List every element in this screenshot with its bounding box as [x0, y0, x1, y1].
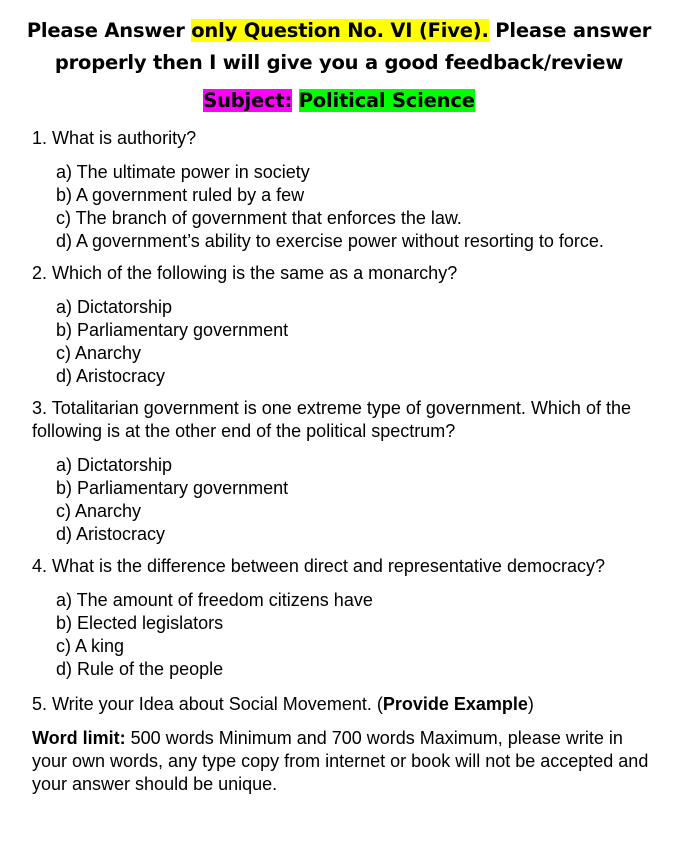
question-5-suffix: ) [527, 694, 534, 714]
question-text: 1. What is authority? [32, 128, 197, 148]
question-text: 2. Which of the following is the same as a monarchy? [32, 263, 458, 283]
word-limit-note [32, 727, 662, 796]
option-item: d) Aristocracy [56, 366, 166, 386]
question-5-prefix: 5. Write your Idea about Social Movement. ( [32, 694, 383, 714]
option-item: a) The amount of freedom citizens have [56, 590, 373, 610]
option-item: d) A government’s ability to exercise power without resorting to force. [56, 231, 604, 251]
instruction-prefix: Please Answer [26, 19, 192, 42]
option-item: c) The branch of government that enforces the law. [56, 208, 462, 228]
question-list [32, 127, 662, 796]
instruction-suffix: Please answer [488, 19, 652, 42]
question-5 [32, 693, 662, 716]
instruction-line-2: properly then I will give you a good feedback/review [54, 51, 624, 74]
option-item: b) A government ruled by a few [56, 185, 305, 205]
option-item: a) The ultimate power in society [56, 162, 310, 182]
instruction-highlight: only Question No. VI (Five). [191, 19, 489, 42]
subject-value: Political Science [298, 89, 475, 112]
question-3 [32, 397, 662, 546]
question-5-emphasis: Provide Example [382, 694, 528, 714]
option-item: c) Anarchy [56, 501, 142, 521]
option-item: d) Aristocracy [56, 524, 166, 544]
word-limit-text: 500 words Minimum and 700 words Maximum, please write in your own words, any type copy from internet or book will not be accepted and your answer should be unique. [32, 728, 649, 794]
subject-line [0, 87, 678, 115]
option-item: c) A king [56, 636, 125, 656]
option-item: a) Dictatorship [56, 455, 173, 475]
option-item: c) Anarchy [56, 343, 142, 363]
question-1 [32, 127, 662, 253]
instruction-header [0, 0, 678, 79]
option-item: b) Parliamentary government [56, 478, 289, 498]
instruction-line-1 [0, 15, 678, 47]
option-item: d) Rule of the people [56, 659, 224, 679]
option-list [56, 296, 662, 388]
question-2 [32, 262, 662, 388]
question-4 [32, 555, 662, 681]
option-item: a) Dictatorship [56, 297, 173, 317]
option-list [56, 589, 662, 681]
question-text: 3. Totalitarian government is one extreme type of government. Which of the following is at the other end of the political spectrum? [32, 398, 631, 441]
question-text: 4. What is the difference between direct and representative democracy? [32, 556, 605, 576]
option-item: b) Parliamentary government [56, 320, 289, 340]
option-list [56, 161, 662, 253]
word-limit-label: Word limit: [32, 728, 126, 748]
option-list [56, 454, 662, 546]
option-item: b) Elected legislators [56, 613, 224, 633]
subject-label: Subject: [203, 89, 293, 112]
